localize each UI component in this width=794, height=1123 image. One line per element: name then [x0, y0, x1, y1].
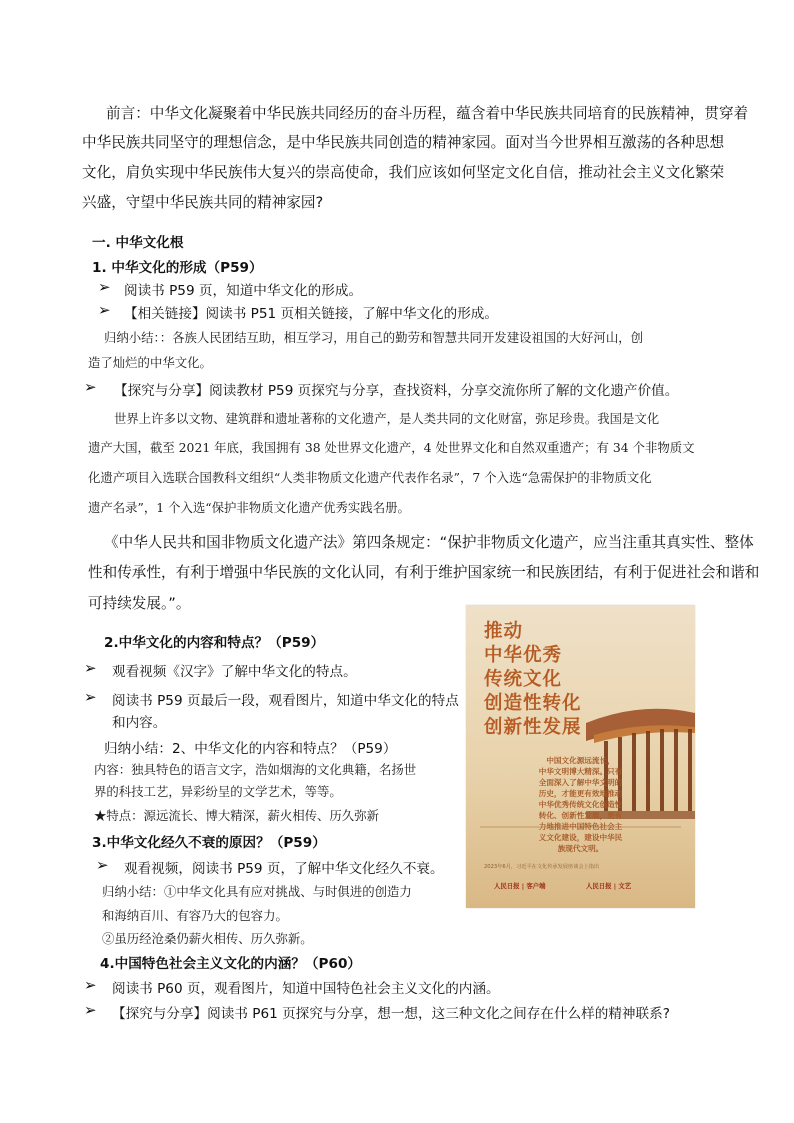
summary-line: 归纳小结：：各族人民团结互助，相互学习，用自己的勤劳和智慧共同开发建设祖国的大好河山，创	[104, 330, 643, 345]
poster-body-line: 中华文明博大精深。只有	[538, 767, 623, 776]
preface-line: 中华民族共同坚守的理想信念，是中华民族共同创造的精神家园。面对当今世界相互激荡的各种思想	[82, 134, 725, 151]
poster-body-line: 中国文化源远流长，	[546, 756, 615, 765]
preface-line: 文化，肩负实现中华民族伟大复兴的崇高使命，我们应该如何坚定文化自信，推动社会主义文化繁荣	[82, 164, 725, 181]
poster-image	[466, 605, 695, 908]
arrow-bullet-icon: ➢	[98, 301, 111, 319]
arrow-bullet-icon: ➢	[98, 278, 111, 296]
preface-line: 兴盛，守望中华民族共同的精神家园?	[82, 194, 324, 211]
poster-headline: 推动	[484, 621, 524, 642]
law-line: 性和传承性，有利于增强中华民族的文化认同，有利于维护国家统一和民族团结，有利于促进社会和谐和	[88, 564, 760, 581]
poster-footnote: 2023年6月，习近平在文化传承发展座谈会上指出	[484, 864, 600, 870]
summary-line: 造了灿烂的中华文化。	[88, 355, 212, 370]
features-line: ★特点：源远流长、博大精深，薪火相传、历久弥新	[94, 808, 379, 823]
poster-body-line: 族现代文明。	[557, 844, 604, 853]
arrow-bullet-icon: ➢	[96, 856, 109, 874]
poster-headline: 创新性发展	[484, 717, 582, 738]
bullet-text: 阅读书 P59 页，知道中华文化的形成。	[124, 283, 363, 299]
bullet-text: 【相关链接】阅读书 P51 页相关链接，了解中华文化的形成。	[124, 306, 498, 322]
explore-text: 【探究与分享】阅读教材 P59 页探究与分享，查找资料，分享交流你所了解的文化遗产价值。	[114, 383, 679, 399]
poster-body-line: 全面深入了解中华文明的	[538, 778, 623, 787]
content-line: 界的科技工艺，异彩纷呈的文学艺术，等等。	[94, 784, 342, 799]
section-heading: 一. 中华文化根	[92, 235, 184, 251]
bullet-text: 和内容。	[112, 715, 167, 731]
poster-body-line: 力地推进中国特色社会主	[538, 822, 623, 831]
question-title: 4.中国特色社会主义文化的内涵？（P60）	[100, 956, 362, 972]
poster-body-line: 转化、创新性发展，更有	[538, 811, 623, 820]
poster-logo: 人民日报 | 客户端	[494, 882, 546, 890]
question-title: 1. 中华文化的形成（P59）	[92, 260, 263, 276]
question-title: 3.中华文化经久不衰的原因？（P59）	[92, 835, 326, 851]
law-line: 可持续发展。”。	[88, 595, 191, 612]
summary-line: ②虽历经沧桑仍薪火相传、历久弥新。	[102, 931, 313, 946]
poster-body-line: 历史，才能更有效地推动	[538, 789, 623, 798]
bullet-text: 阅读书 P60 页，观看图片，知道中国特色社会主义文化的内涵。	[112, 981, 500, 997]
arrow-bullet-icon: ➢	[84, 976, 97, 994]
heritage-line: 世界上许多以文物、建筑群和遗址著称的文化遗产，是人类共同的文化财富，弥足珍贵。我国是文化	[114, 411, 660, 426]
law-line: 《中华人民共和国非物质文化遗产法》第四条规定：“保护非物质文化遗产，应当注重其真实性、整体	[104, 534, 754, 551]
content-line: 内容：独具特色的语言文字，浩如烟海的文化典籍，名扬世	[94, 762, 417, 777]
summary-title: 归纳小结：2、中华文化的内容和特点？（P59）	[104, 741, 397, 757]
heritage-line: 遗产大国，截至 2021 年底，我国拥有 38 处世界文化遗产，4 处世界文化和自然双重遗产；有 34 个非物质文	[88, 440, 695, 455]
poster-headline: 传统文化	[484, 669, 563, 690]
summary-line: 和海纳百川、有容乃大的包容力。	[102, 908, 288, 923]
bullet-text: 阅读书 P59 页最后一段，观看图片，知道中华文化的特点	[112, 693, 459, 709]
poster-logo: 人民日报 | 文艺	[586, 882, 632, 890]
poster-body-line: 中华优秀传统文化创造性	[538, 800, 623, 809]
arrow-bullet-icon: ➢	[84, 1001, 97, 1019]
arrow-bullet-icon: ➢	[84, 378, 97, 396]
poster-headline: 中华优秀	[484, 645, 563, 666]
preface-line: 前言：中华文化凝聚着中华民族共同经历的奋斗历程，蕴含着中华民族共同培育的民族精神，贯穿着	[106, 105, 749, 122]
poster-body-line: 义文化建设，建设中华民	[538, 833, 623, 842]
poster-headline: 创造性转化	[484, 693, 582, 714]
question-title: 2.中华文化的内容和特点？（P59）	[104, 635, 325, 651]
arrow-bullet-icon: ➢	[84, 659, 97, 677]
bullet-text: 观看视频，阅读书 P59 页，了解中华文化经久不衰。	[124, 861, 444, 877]
bullet-text: 观看视频《汉字》了解中华文化的特点。	[112, 664, 357, 680]
arrow-bullet-icon: ➢	[84, 688, 97, 706]
heritage-line: 化遗产项目入选联合国教科文组织“人类非物质文化遗产代表作名录”，7 个入选“急需保护的非物质文化	[88, 470, 652, 485]
bullet-text: 【探究与分享】阅读书 P61 页探究与分享，想一想，这三种文化之间存在什么样的精神联系?	[112, 1006, 670, 1022]
heritage-line: 遗产名录”，1 个入选“保护非物质文化遗产优秀实践名册。	[88, 500, 410, 515]
summary-line: 归纳小结：①中华文化具有应对挑战、与时俱进的创造力	[102, 884, 412, 899]
